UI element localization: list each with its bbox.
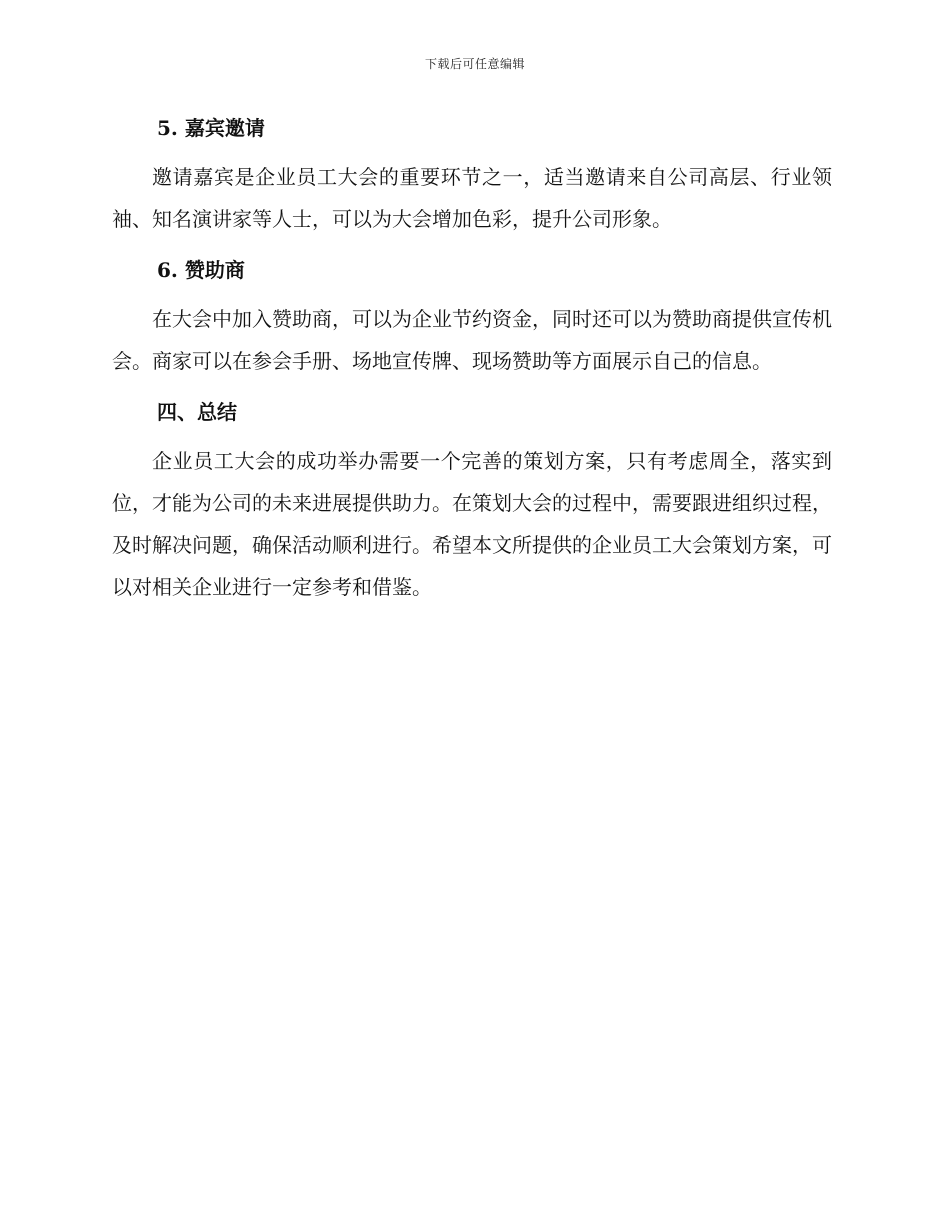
section-body-sponsors: 在大会中加入赞助商，可以为企业节约资金，同时还可以为赞助商提供宣传机会。商家可以在参会手册、场地宣传牌、现场赞助等方面展示自己的信息。 [112, 307, 832, 373]
section-body-guest-invitation: 邀请嘉宾是企业员工大会的重要环节之一，适当邀请来自公司高层、行业领袖、知名演讲家等人士，可以为大会增加色彩，提升公司形象。 [112, 165, 832, 231]
page-header: 下载后可任意编辑 [424, 57, 525, 71]
section-heading-guest-invitation: 5. 嘉宾邀请 [157, 116, 265, 140]
section-body-summary: 企业员工大会的成功举办需要一个完善的策划方案，只有考虑周全，落实到位，才能为公司的未来进展提供助力。在策划大会的过程中，需要跟进组织过程，及时解决问题，确保活动顺利进行。希望本文所提供的企业员工大会策划方案，可以对相关企业进行一定参考和借鉴。 [112, 449, 832, 599]
section-heading-sponsors: 6. 赞助商 [157, 258, 245, 282]
section-heading-summary: 四、总结 [157, 400, 237, 424]
document-body [112, 108, 832, 618]
